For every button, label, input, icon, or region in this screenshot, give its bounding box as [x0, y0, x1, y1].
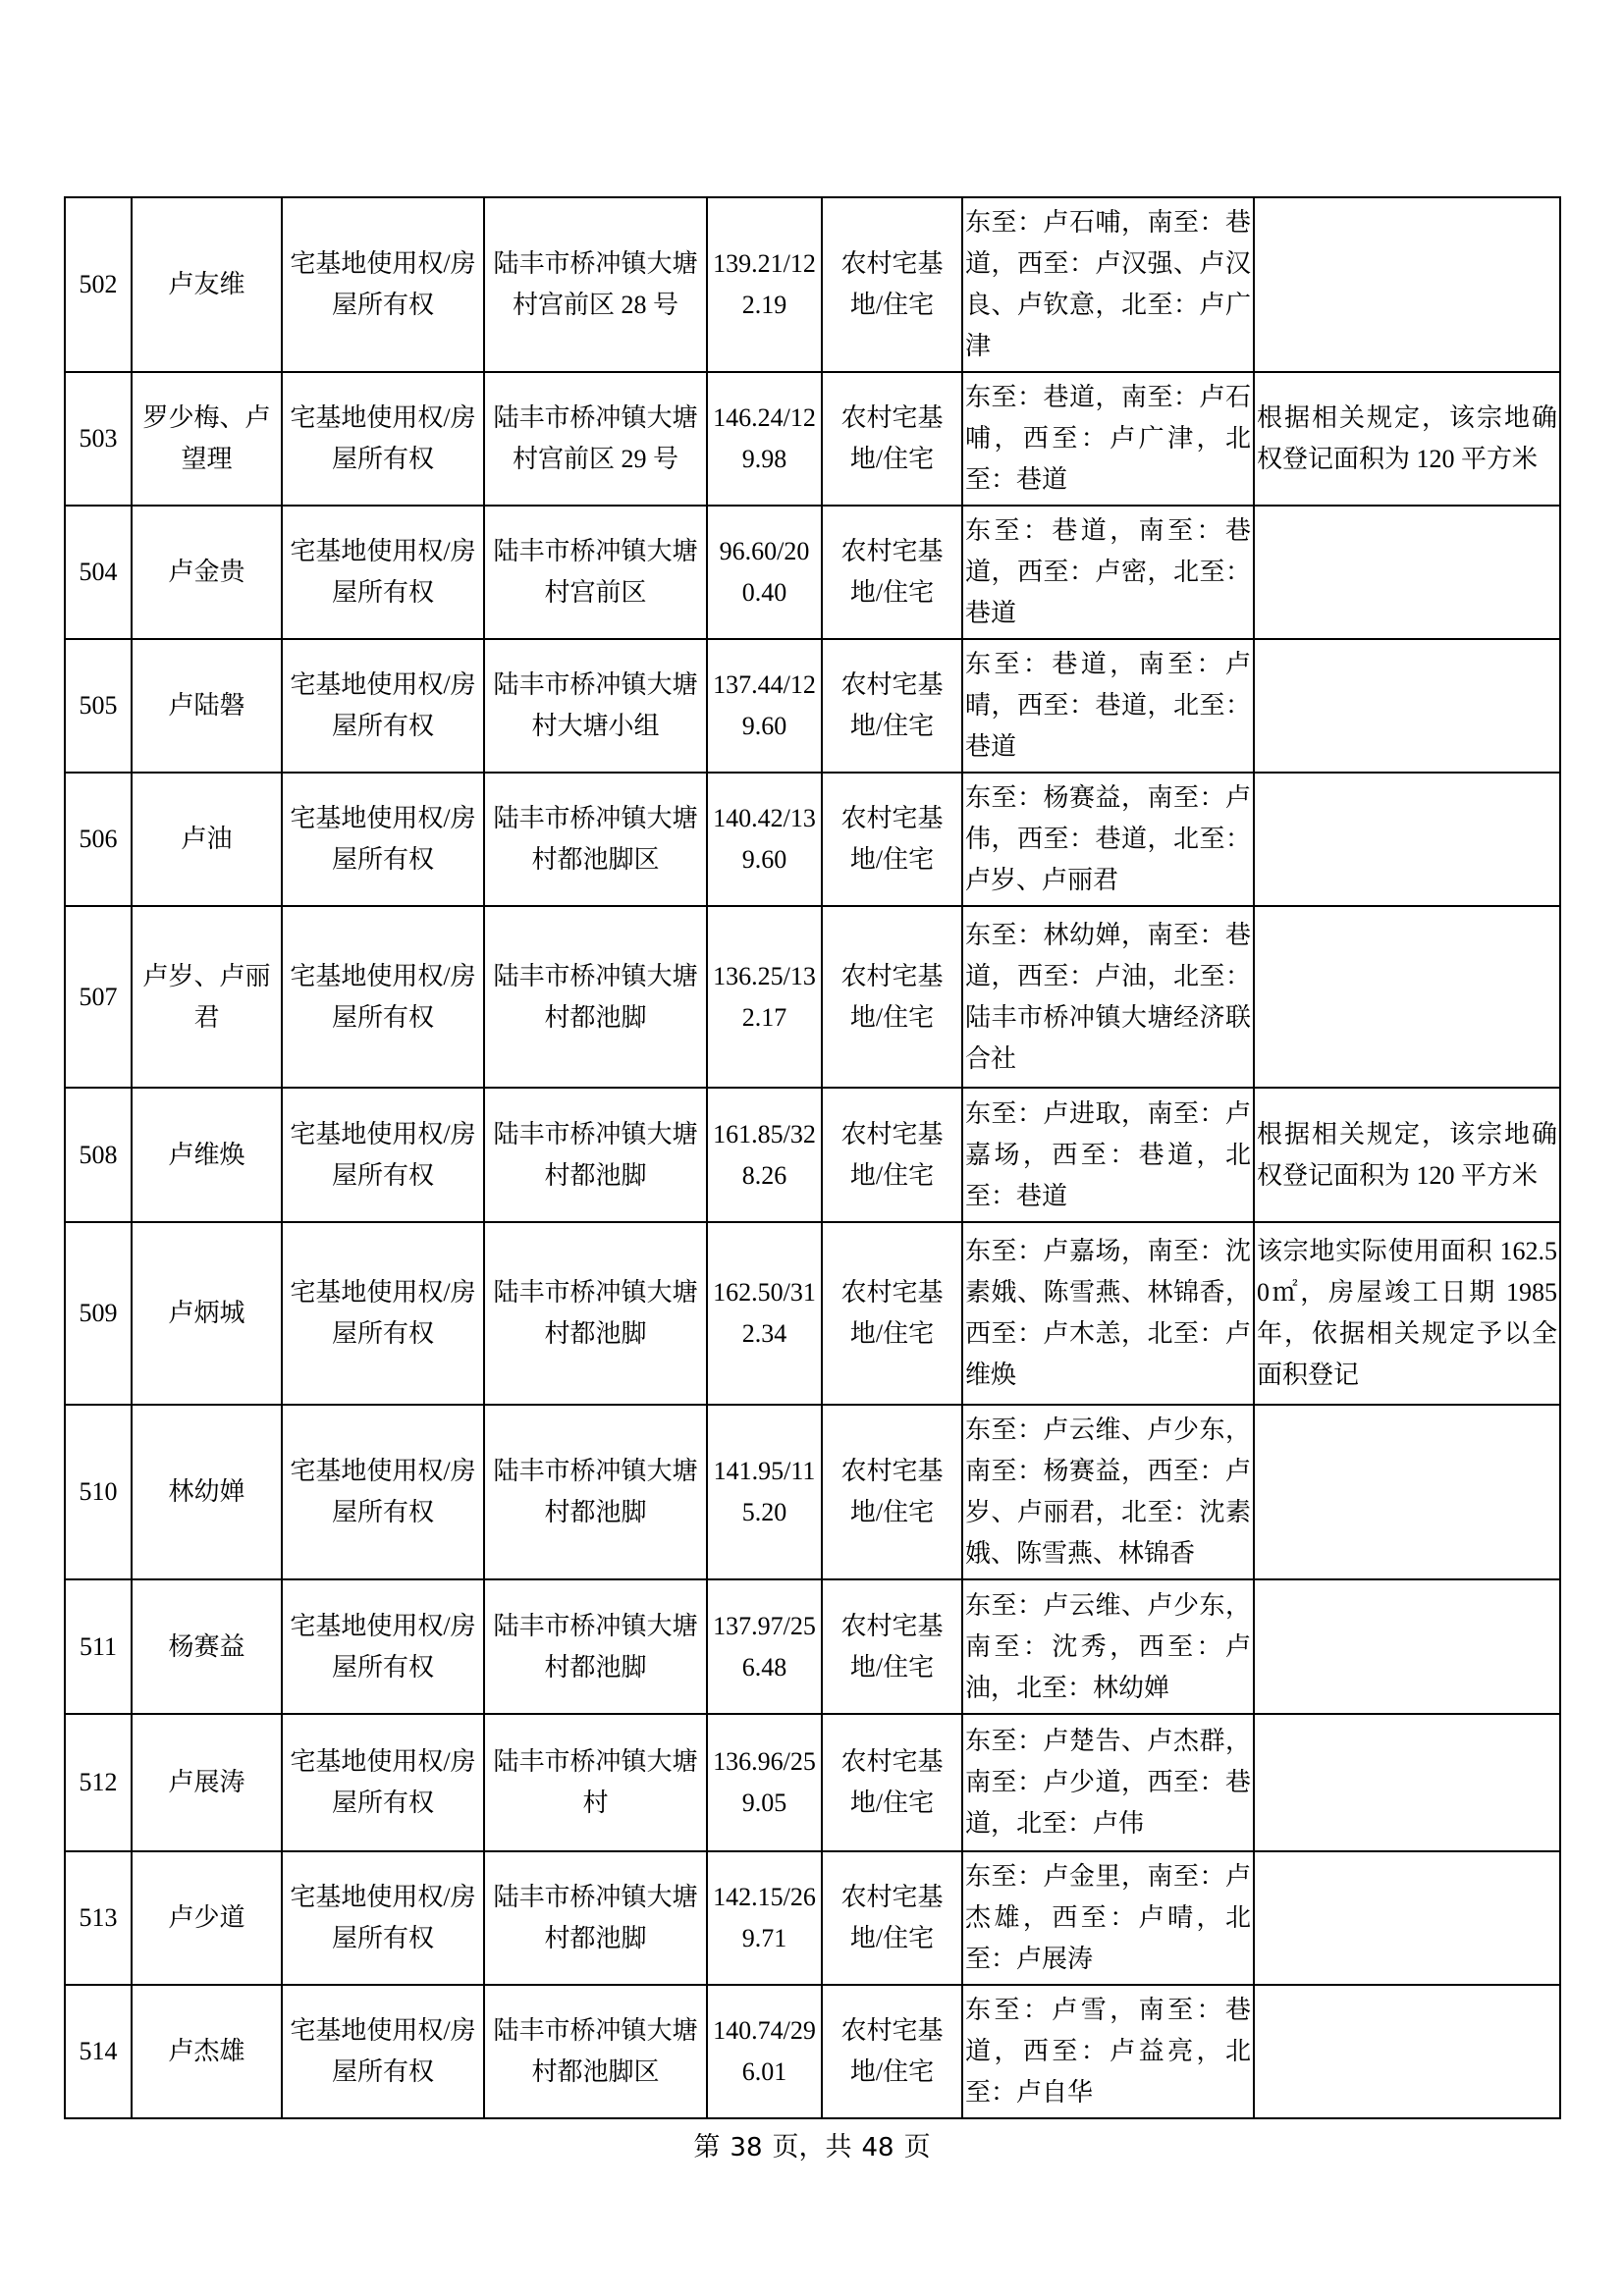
footer-total-pages: 48 [861, 2133, 894, 2163]
cell-holder-name: 林幼婵 [132, 1405, 282, 1579]
cell-right-type: 宅基地使用权/房屋所有权 [282, 773, 484, 906]
footer-suffix: 页 [903, 2132, 931, 2162]
cell-right-type: 宅基地使用权/房屋所有权 [282, 1405, 484, 1579]
cell-remark [1254, 1985, 1560, 2118]
cell-land-usage: 农村宅基地/住宅 [822, 372, 962, 506]
cell-boundaries: 东至：巷道，南至：巷道，西至：卢密，北至：巷道 [962, 506, 1254, 639]
cell-land-usage: 农村宅基地/住宅 [822, 1405, 962, 1579]
table-row [65, 1088, 1560, 1222]
cell-location: 陆丰市桥冲镇大塘村都池脚 [484, 906, 707, 1088]
cell-land-usage: 农村宅基地/住宅 [822, 906, 962, 1088]
cell-location: 陆丰市桥冲镇大塘村都池脚 [484, 1851, 707, 1985]
cell-remark [1254, 197, 1560, 372]
cell-area: 162.50/312.34 [707, 1222, 822, 1405]
cell-right-type: 宅基地使用权/房屋所有权 [282, 1222, 484, 1405]
cell-area: 139.21/122.19 [707, 197, 822, 372]
cell-remark [1254, 639, 1560, 773]
table-row [65, 197, 1560, 372]
cell-location: 陆丰市桥冲镇大塘村宫前区 [484, 506, 707, 639]
table-row [65, 1714, 1560, 1851]
cell-area: 142.15/269.71 [707, 1851, 822, 1985]
cell-serial-number: 507 [65, 906, 132, 1088]
cell-right-type: 宅基地使用权/房屋所有权 [282, 1579, 484, 1714]
table-row [65, 1405, 1560, 1579]
cell-remark [1254, 1579, 1560, 1714]
cell-boundaries: 东至：卢雪，南至：巷道，西至：卢益亮，北至：卢自华 [962, 1985, 1254, 2118]
cell-location: 陆丰市桥冲镇大塘村都池脚 [484, 1222, 707, 1405]
cell-land-usage: 农村宅基地/住宅 [822, 1985, 962, 2118]
cell-boundaries: 东至：卢石哺，南至：巷道，西至：卢汉强、卢汉良、卢钦意，北至：卢广津 [962, 197, 1254, 372]
cell-remark: 该宗地实际使用面积 162.50㎡，房屋竣工日期 1985 年，依据相关规定予以全面积登记 [1254, 1222, 1560, 1405]
cell-location: 陆丰市桥冲镇大塘村宫前区 29 号 [484, 372, 707, 506]
cell-right-type: 宅基地使用权/房屋所有权 [282, 372, 484, 506]
cell-boundaries: 东至：卢嘉场，南至：沈素娥、陈雪燕、林锦香，西至：卢木恙，北至：卢维焕 [962, 1222, 1254, 1405]
table-body [65, 197, 1560, 2118]
table-row [65, 1222, 1560, 1405]
cell-right-type: 宅基地使用权/房屋所有权 [282, 906, 484, 1088]
cell-right-type: 宅基地使用权/房屋所有权 [282, 1851, 484, 1985]
footer-middle: 页，共 [772, 2132, 852, 2162]
cell-location: 陆丰市桥冲镇大塘村大塘小组 [484, 639, 707, 773]
cell-right-type: 宅基地使用权/房屋所有权 [282, 197, 484, 372]
table-row [65, 1985, 1560, 2118]
cell-location: 陆丰市桥冲镇大塘村都池脚区 [484, 1985, 707, 2118]
cell-holder-name: 卢友维 [132, 197, 282, 372]
table-row [65, 773, 1560, 906]
cell-serial-number: 506 [65, 773, 132, 906]
cell-right-type: 宅基地使用权/房屋所有权 [282, 1714, 484, 1851]
cell-area: 137.44/129.60 [707, 639, 822, 773]
cell-location: 陆丰市桥冲镇大塘村都池脚 [484, 1088, 707, 1222]
cell-holder-name: 罗少梅、卢望理 [132, 372, 282, 506]
cell-area: 141.95/115.20 [707, 1405, 822, 1579]
cell-land-usage: 农村宅基地/住宅 [822, 197, 962, 372]
cell-remark: 根据相关规定，该宗地确权登记面积为 120 平方米 [1254, 372, 1560, 506]
cell-area: 96.60/200.40 [707, 506, 822, 639]
land-registration-table [64, 196, 1561, 2119]
cell-boundaries: 东至：卢进取，南至：卢嘉场，西至：巷道，北至：巷道 [962, 1088, 1254, 1222]
cell-serial-number: 508 [65, 1088, 132, 1222]
cell-holder-name: 卢金贵 [132, 506, 282, 639]
cell-serial-number: 509 [65, 1222, 132, 1405]
table-row [65, 639, 1560, 773]
cell-holder-name: 卢岁、卢丽君 [132, 906, 282, 1088]
cell-holder-name: 卢陆磐 [132, 639, 282, 773]
cell-location: 陆丰市桥冲镇大塘村都池脚 [484, 1579, 707, 1714]
cell-area: 136.25/132.17 [707, 906, 822, 1088]
cell-remark [1254, 1714, 1560, 1851]
cell-holder-name: 卢杰雄 [132, 1985, 282, 2118]
cell-remark [1254, 1405, 1560, 1579]
cell-serial-number: 514 [65, 1985, 132, 2118]
cell-serial-number: 503 [65, 372, 132, 506]
cell-serial-number: 510 [65, 1405, 132, 1579]
cell-land-usage: 农村宅基地/住宅 [822, 773, 962, 906]
cell-remark: 根据相关规定，该宗地确权登记面积为 120 平方米 [1254, 1088, 1560, 1222]
cell-land-usage: 农村宅基地/住宅 [822, 1851, 962, 1985]
cell-holder-name: 卢展涛 [132, 1714, 282, 1851]
cell-remark [1254, 906, 1560, 1088]
table-row [65, 1579, 1560, 1714]
cell-boundaries: 东至：林幼婵，南至：巷道，西至：卢油，北至：陆丰市桥冲镇大塘经济联合社 [962, 906, 1254, 1088]
cell-location: 陆丰市桥冲镇大塘村都池脚区 [484, 773, 707, 906]
cell-boundaries: 东至：卢云维、卢少东，南至：沈秀，西至：卢油，北至：林幼婵 [962, 1579, 1254, 1714]
table-row [65, 372, 1560, 506]
cell-location: 陆丰市桥冲镇大塘村宫前区 28 号 [484, 197, 707, 372]
cell-location: 陆丰市桥冲镇大塘村都池脚 [484, 1405, 707, 1579]
cell-land-usage: 农村宅基地/住宅 [822, 1579, 962, 1714]
cell-land-usage: 农村宅基地/住宅 [822, 1714, 962, 1851]
page-footer [0, 2125, 1624, 2163]
cell-land-usage: 农村宅基地/住宅 [822, 639, 962, 773]
cell-remark [1254, 773, 1560, 906]
cell-boundaries: 东至：卢楚告、卢杰群，南至：卢少道，西至：巷道，北至：卢伟 [962, 1714, 1254, 1851]
cell-boundaries: 东至：卢云维、卢少东，南至：杨赛益，西至：卢岁、卢丽君，北至：沈素娥、陈雪燕、林锦香 [962, 1405, 1254, 1579]
cell-boundaries: 东至：巷道，南至：卢晴，西至：巷道，北至：巷道 [962, 639, 1254, 773]
cell-land-usage: 农村宅基地/住宅 [822, 506, 962, 639]
cell-location: 陆丰市桥冲镇大塘村 [484, 1714, 707, 1851]
cell-serial-number: 505 [65, 639, 132, 773]
cell-land-usage: 农村宅基地/住宅 [822, 1088, 962, 1222]
cell-serial-number: 513 [65, 1851, 132, 1985]
cell-serial-number: 502 [65, 197, 132, 372]
cell-boundaries: 东至：杨赛益，南至：卢伟，西至：巷道，北至：卢岁、卢丽君 [962, 773, 1254, 906]
cell-remark [1254, 1851, 1560, 1985]
cell-boundaries: 东至：卢金里，南至：卢杰雄，西至：卢晴，北至：卢展涛 [962, 1851, 1254, 1985]
table-row [65, 506, 1560, 639]
cell-holder-name: 卢维焕 [132, 1088, 282, 1222]
footer-page-number: 38 [730, 2133, 763, 2163]
table-row [65, 1851, 1560, 1985]
cell-right-type: 宅基地使用权/房屋所有权 [282, 506, 484, 639]
cell-holder-name: 卢少道 [132, 1851, 282, 1985]
cell-serial-number: 504 [65, 506, 132, 639]
cell-area: 146.24/129.98 [707, 372, 822, 506]
cell-serial-number: 511 [65, 1579, 132, 1714]
cell-holder-name: 卢油 [132, 773, 282, 906]
cell-area: 136.96/259.05 [707, 1714, 822, 1851]
cell-area: 140.74/296.01 [707, 1985, 822, 2118]
cell-remark [1254, 506, 1560, 639]
cell-area: 140.42/139.60 [707, 773, 822, 906]
cell-right-type: 宅基地使用权/房屋所有权 [282, 1985, 484, 2118]
table-row [65, 906, 1560, 1088]
cell-holder-name: 杨赛益 [132, 1579, 282, 1714]
cell-serial-number: 512 [65, 1714, 132, 1851]
cell-area: 137.97/256.48 [707, 1579, 822, 1714]
cell-right-type: 宅基地使用权/房屋所有权 [282, 639, 484, 773]
cell-area: 161.85/328.26 [707, 1088, 822, 1222]
footer-prefix: 第 [693, 2132, 721, 2162]
cell-boundaries: 东至：巷道，南至：卢石哺，西至：卢广津，北至：巷道 [962, 372, 1254, 506]
cell-right-type: 宅基地使用权/房屋所有权 [282, 1088, 484, 1222]
cell-land-usage: 农村宅基地/住宅 [822, 1222, 962, 1405]
cell-holder-name: 卢炳城 [132, 1222, 282, 1405]
